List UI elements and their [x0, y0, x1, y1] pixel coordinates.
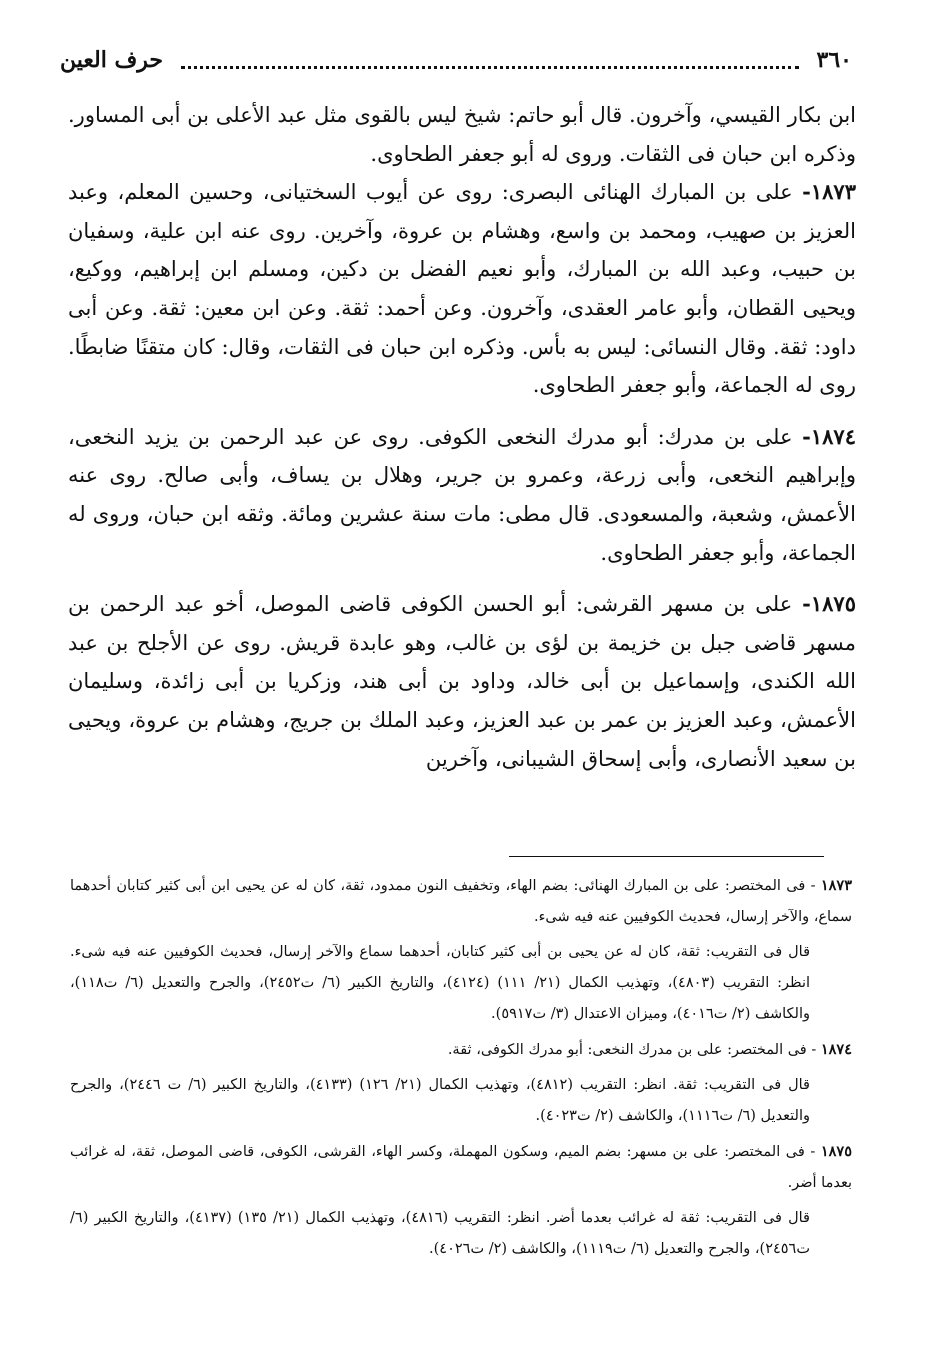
entry-number: ١٨٧٣- — [802, 179, 856, 205]
footnote-text: - فى المختصر: على بن مسهر: بضم الميم، وسكون المهملة، وكسر الهاء، القرشى، الكوفى، قاضى الموصل، ثقة، له غرائب بعدما أضر. — [70, 1144, 852, 1191]
page-number: ٣٦٠ — [816, 47, 852, 73]
main-text — [68, 96, 856, 778]
continued-paragraph: ابن بكار القيسي، وآخرون. قال أبو حاتم: شيخ ليس بالقوى مثل عبد الأعلى بن أبى المساور. وذكره ابن حبان فى الثقات. وروى له أبو جعفر الطحاوى. — [68, 103, 856, 166]
footnote-number: ١٨٧٤ — [820, 1041, 852, 1058]
running-header — [60, 40, 852, 80]
footnote-number: ١٨٧٣ — [820, 877, 852, 894]
entry-1874 — [68, 418, 856, 572]
entry-1875 — [68, 585, 856, 778]
entry-1873 — [68, 173, 856, 405]
entry-number: ١٨٧٤- — [802, 423, 856, 449]
entry-number: ١٨٧٥- — [802, 591, 856, 617]
footnotes — [70, 870, 852, 1265]
footnote-1874 — [70, 1034, 852, 1066]
chapter-title: حرف العين — [60, 47, 164, 73]
footnote-1873 — [70, 870, 852, 933]
footnote-text: - فى المختصر: على بن المبارك الهنائى: بضم الهاء، وتخفيف النون ممدود، ثقة، كان له عن يحيى ابن أبى كثير كتابان أحدهما سماع، والآخر إرسال، فحديث الكوفيين عنه فيه شىء. — [70, 878, 852, 925]
footnote-text: - فى المختصر: على بن مدرك النخعى: أبو مدرك الكوفى، ثقة. — [447, 1042, 817, 1058]
entry-text: على بن المبارك الهنائى البصرى: روى عن أيوب السختيانى، وحسين المعلم، وعبد العزيز بن صهيب، ومحمد بن واسع، وهشام بن عروة، وآخرين. روى عنه ابن علية، وسفيان بن حبيب، وعبد الله بن المبارك، وأبو نعيم الفضل بن دكين، ومسلم ابن إبراهيم، ووكيع، ويحيى القطان، وأبو عامر العقدى، وآخرون. وعن أحمد: ثقة. وعن ابن معين: ثقة. وعن أبى داود: ثقة. وقال النسائى: ليس به بأس. وذكره ابن حبان فى الثقات، وقال: كان متقنًا ضابطًا. روى له الجماعة، وأبو جعفر الطحاوى. — [68, 180, 856, 398]
footnote-1874-taqrib: قال فى التقريب: ثقة. انظر: التقريب (٤٨١٢)، وتهذيب الكمال (٢١/ ١٢٦) (٤١٣٣)، والتاريخ الكبير (٦/ ت ٢٤٤٦)، والجرح والتعديل (٦/ ت١١١٦)، والكاشف (٢/ ت٤٠٢٣). — [70, 1077, 810, 1124]
header-dot-leader — [181, 52, 799, 69]
footnote-1875-taqrib: قال فى التقريب: ثقة له غرائب بعدما أضر. انظر: التقريب (٤٨١٦)، وتهذيب الكمال (٢١/ ١٣٥) (٤١٣٧)، والتاريخ الكبير (٦/ ت٢٤٥٦)، والجرح والتعديل (٦/ ت١١١٩)، والكاشف (٢/ ت٤٠٢٦). — [70, 1210, 810, 1257]
entry-text: على بن مسهر القرشى: أبو الحسن الكوفى قاضى الموصل، أخو عبد الرحمن بن مسهر قاضى جبل بن خزيمة بن لؤى بن غالب، وهو عابدة قريش. روى عن الأجلح بن عبد الله الكندى، وإسماعيل بن أبى خالد، وداود بن أبى هند، وزكريا بن أبى زائدة، وسليمان الأعمش، وعبد العزيز بن عمر بن عبد العزيز، وعبد الملك بن جريج، وهشام بن عروة، ويحيى بن سعيد الأنصارى، وأبى إسحاق الشيبانى، وآخرين — [68, 592, 856, 771]
entry-text: على بن مدرك: أبو مدرك النخعى الكوفى. روى عن عبد الرحمن بن يزيد النخعى، وإبراهيم النخعى، وأبى زرعة، وعمرو بن جرير، وهلال بن يساف، وأبى صالح. روى عنه الأعمش، وشعبة، والمسعودى. قال مطى: مات سنة عشرين ومائة. وثقه ابن حبان، وروى له الجماعة، وأبو جعفر الطحاوى. — [68, 424, 856, 565]
footnote-separator — [509, 856, 824, 857]
footnote-number: ١٨٧٥ — [820, 1143, 853, 1160]
footnote-1873-taqrib: قال فى التقريب: ثقة، كان له عن يحيى بن أبى كثير كتابان، أحدهما سماع والآخر إرسال، فحديث الكوفيين عنه فيه شىء. انظر: التقريب (٤٨٠٣)، وتهذيب الكمال (٢١/ ١١١) (٤١٢٤)، والتاريخ الكبير (٦/ ت٢٤٥٢)، والجرح والتعديل (٦/ ت١١٨)، والكاشف (٢/ ت٤٠١٦)، وميزان الاعتدال (٣/ ت٥٩١٧). — [70, 944, 811, 1022]
footnote-1875 — [70, 1136, 852, 1199]
